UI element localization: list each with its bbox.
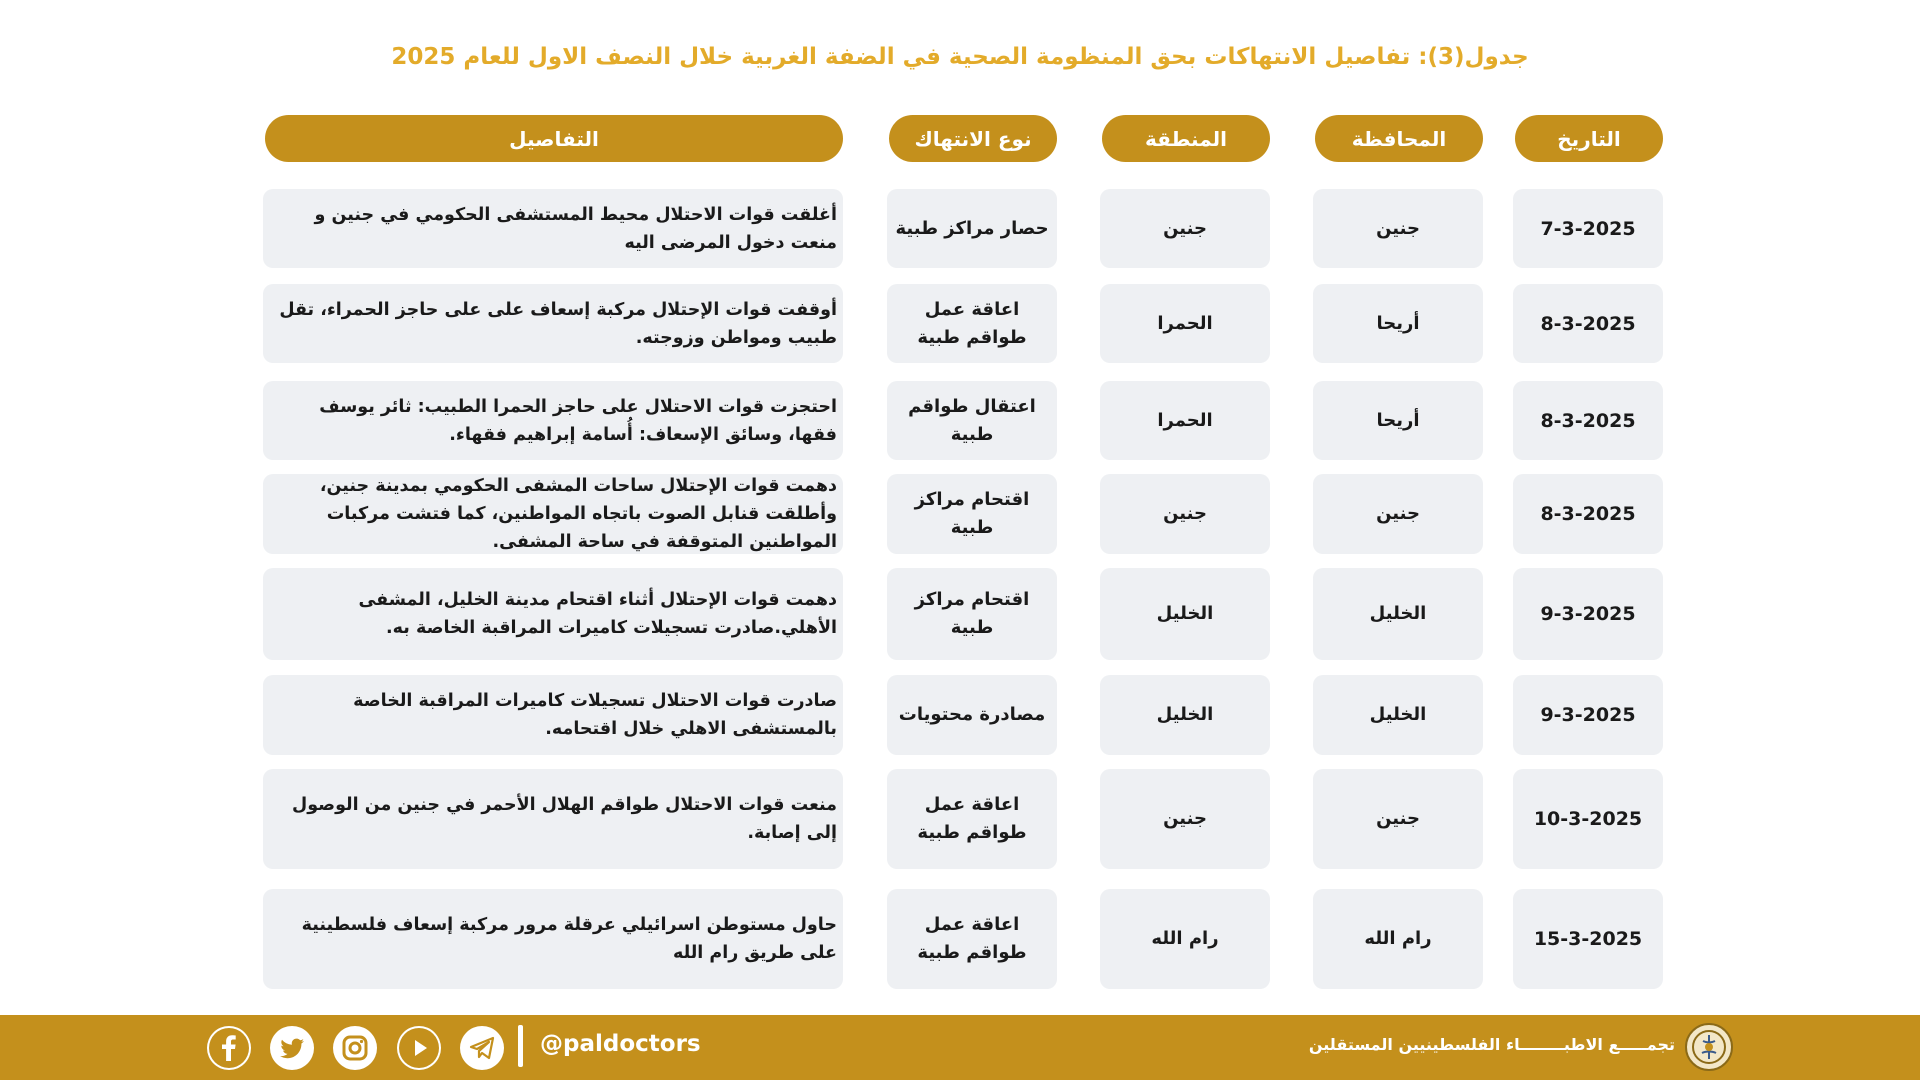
cell-violation-type: حصار مراكز طبية	[887, 189, 1057, 268]
cell-violation-type: اعاقة عمل طواقم طبية	[887, 769, 1057, 869]
cell-date: 10-3-2025	[1513, 769, 1663, 869]
table-row	[0, 189, 1920, 268]
cell-area: الخليل	[1100, 568, 1270, 660]
social-handle[interactable]: @paldoctors	[540, 1031, 701, 1057]
table-row	[0, 568, 1920, 660]
cell-governorate: جنين	[1313, 769, 1483, 869]
table-row	[0, 675, 1920, 755]
cell-area: الحمرا	[1100, 381, 1270, 460]
cell-governorate: رام الله	[1313, 889, 1483, 989]
cell-date: 9-3-2025	[1513, 675, 1663, 755]
table-row	[0, 284, 1920, 363]
cell-date: 9-3-2025	[1513, 568, 1663, 660]
cell-details: احتجزت قوات الاحتلال على حاجز الحمرا الطبيب: ثائر يوسف فقها، وسائق الإسعاف: أُسامة إبراهيم فقهاء.	[263, 381, 843, 460]
cell-violation-type: اعتقال طواقم طبية	[887, 381, 1057, 460]
header-date: التاريخ	[1515, 115, 1663, 162]
facebook-icon[interactable]	[207, 1026, 251, 1070]
cell-violation-type: اقتحام مراكز طبية	[887, 568, 1057, 660]
footer-bar	[0, 1015, 1920, 1080]
cell-date: 8-3-2025	[1513, 474, 1663, 554]
cell-governorate: أريحا	[1313, 381, 1483, 460]
cell-details: منعت قوات الاحتلال طواقم الهلال الأحمر في جنين من الوصول إلى إصابة.	[263, 769, 843, 869]
cell-date: 15-3-2025	[1513, 889, 1663, 989]
cell-date: 8-3-2025	[1513, 381, 1663, 460]
cell-governorate: جنين	[1313, 189, 1483, 268]
header-details: التفاصيل	[265, 115, 843, 162]
cell-governorate: أريحا	[1313, 284, 1483, 363]
cell-area: رام الله	[1100, 889, 1270, 989]
cell-details: حاول مستوطن اسرائيلي عرقلة مرور مركبة إسعاف فلسطينية على طريق رام الله	[263, 889, 843, 989]
cell-governorate: الخليل	[1313, 675, 1483, 755]
header-area: المنطقة	[1102, 115, 1270, 162]
cell-violation-type: مصادرة محتويات	[887, 675, 1057, 755]
footer-divider	[518, 1025, 523, 1067]
instagram-icon[interactable]	[333, 1026, 377, 1070]
cell-details: أوقفت قوات الإحتلال مركبة إسعاف على على حاجز الحمراء، تقل طبيب ومواطن وزوجته.	[263, 284, 843, 363]
cell-violation-type: اعاقة عمل طواقم طبية	[887, 284, 1057, 363]
twitter-icon[interactable]	[270, 1026, 314, 1070]
table-row	[0, 769, 1920, 869]
organization-name: تجمـــــع الاطبــــــــاء الفلسطينيين المستقلين	[1308, 1035, 1675, 1054]
organization-logo-icon	[1685, 1023, 1733, 1071]
cell-details: دهمت قوات الإحتلال أثناء اقتحام مدينة الخليل، المشفى الأهلي.صادرت تسجيلات كاميرات المراقبة الخاصة به.	[263, 568, 843, 660]
table-row	[0, 381, 1920, 460]
table-row	[0, 474, 1920, 554]
cell-area: الخليل	[1100, 675, 1270, 755]
cell-details: صادرت قوات الاحتلال تسجيلات كاميرات المراقبة الخاصة بالمستشفى الاهلي خلال اقتحامه.	[263, 675, 843, 755]
cell-details: دهمت قوات الإحتلال ساحات المشفى الحكومي بمدينة جنين، وأطلقت قنابل الصوت باتجاه المواطنين، كما فتشت مركبات المواطنين المتوقفة في ساحة المشفى.	[263, 474, 843, 554]
telegram-icon[interactable]	[460, 1026, 504, 1070]
cell-violation-type: اقتحام مراكز طبية	[887, 474, 1057, 554]
page-title: جدول(3): تفاصيل الانتهاكات بحق المنظومة الصحية في الضفة الغربية خلال النصف الاول للعام 2025	[391, 44, 1529, 70]
cell-governorate: جنين	[1313, 474, 1483, 554]
cell-date: 7-3-2025	[1513, 189, 1663, 268]
header-violation-type: نوع الانتهاك	[889, 115, 1057, 162]
cell-date: 8-3-2025	[1513, 284, 1663, 363]
cell-area: جنين	[1100, 769, 1270, 869]
cell-area: الحمرا	[1100, 284, 1270, 363]
table-row	[0, 889, 1920, 989]
cell-details: أغلقت قوات الاحتلال محيط المستشفى الحكومي في جنين و منعت دخول المرضى اليه	[263, 189, 843, 268]
cell-area: جنين	[1100, 474, 1270, 554]
cell-governorate: الخليل	[1313, 568, 1483, 660]
youtube-icon[interactable]	[397, 1026, 441, 1070]
cell-violation-type: اعاقة عمل طواقم طبية	[887, 889, 1057, 989]
cell-area: جنين	[1100, 189, 1270, 268]
header-governorate: المحافظة	[1315, 115, 1483, 162]
